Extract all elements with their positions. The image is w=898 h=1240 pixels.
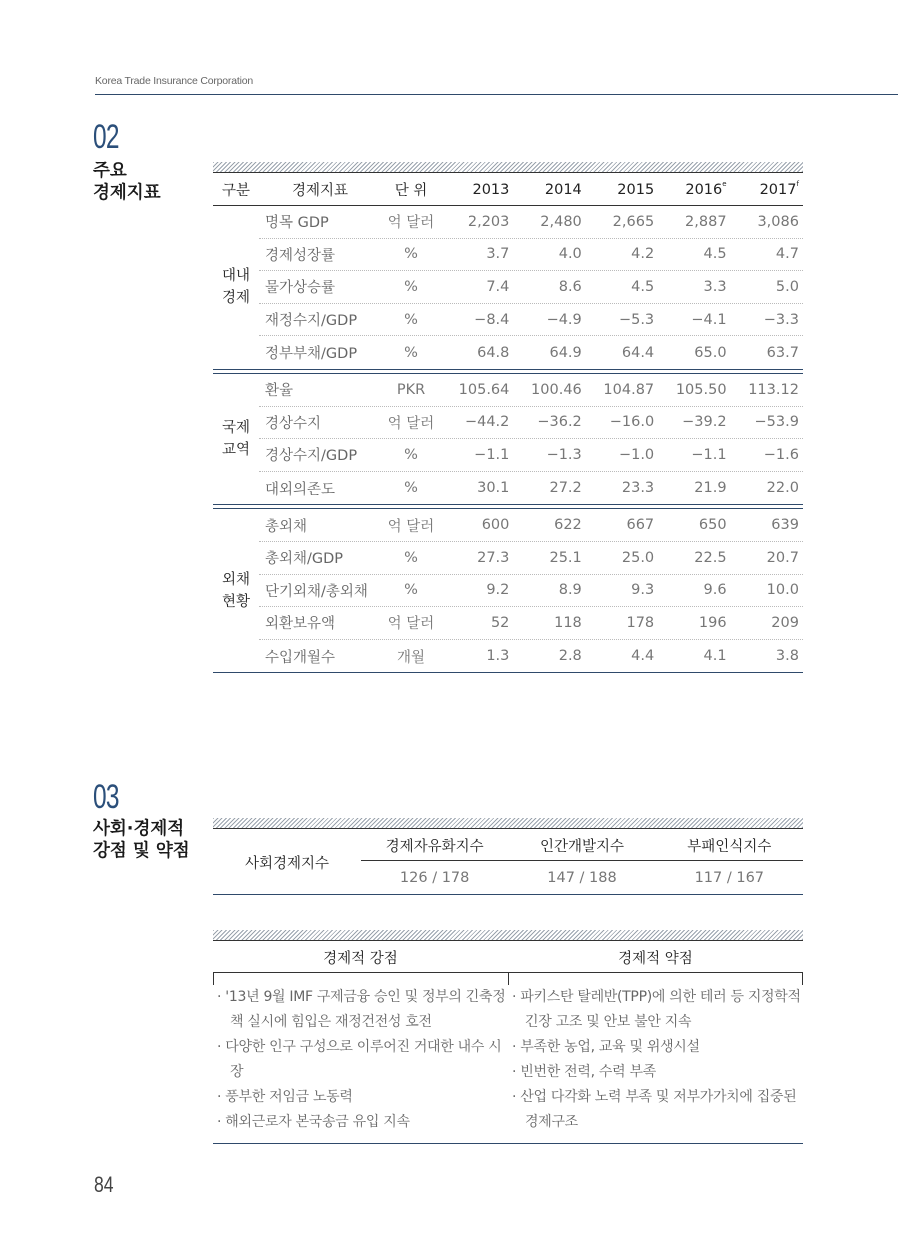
indicator-value: 622 [554,517,582,534]
indicator-value: 2,203 [467,213,510,230]
table-body [213,206,803,673]
indicator-unit: 억 달러 [387,616,435,633]
header-group: 구분 [221,183,250,199]
strengths-header: 경제적 강점 [323,951,398,967]
table-row [259,374,803,407]
table-hatch-bar [213,162,803,173]
indicator-value: −53.9 [754,414,799,431]
indicator-value: 25.0 [621,549,655,566]
indicator-value: 4.1 [703,648,727,665]
indicator-value: 10.0 [766,582,799,599]
indicator-value: 4.4 [631,648,655,665]
table-row [259,271,803,304]
indicator-value: 22.0 [766,480,799,497]
indicator-value: 63.7 [766,344,799,361]
weakness-item: · 부족한 농업, 교육 및 위생시설 [512,1039,700,1055]
index-value: 117 / 167 [694,869,765,886]
strength-item: · 풍부한 저임금 노동력 [217,1089,353,1105]
indicator-unit: % [404,480,418,497]
indicator-name: 수입개월수 [265,649,336,666]
table-row [259,607,803,640]
table-row [259,509,803,542]
indicator-value: −44.2 [464,414,510,431]
indicator-value: 196 [698,614,727,631]
weakness-item: · 빈번한 전력, 수력 부족 [512,1064,656,1080]
table-row [259,304,803,337]
table-group [213,206,803,370]
indicator-value: −39.2 [682,414,727,431]
indicator-value: 4.0 [558,246,582,263]
index-header: 경제자유화지수 [361,830,508,861]
header-year: 2013 [472,181,510,198]
indicator-value: 3.3 [703,278,727,295]
indicator-value: −4.1 [691,311,727,328]
indicator-name: 대외의존도 [265,481,336,498]
indicator-value: 600 [481,517,510,534]
indicator-value: 20.7 [766,549,799,566]
indicator-value: 4.5 [703,246,727,263]
indicator-name: 환율 [265,383,294,400]
header-unit: 단 위 [394,183,428,199]
strengths-list [213,973,508,1143]
indicator-name: 경상수지/GDP [265,448,358,465]
indicator-value: 5.0 [775,278,799,295]
index-value: 126 / 178 [399,869,470,886]
indicator-value: 4.5 [631,278,655,295]
header-indicator: 경제지표 [291,183,349,199]
index-header: 부패인식지수 [656,830,803,861]
indicator-unit: % [404,549,418,566]
indicator-value: −1.3 [546,446,582,463]
indicator-value: 22.5 [694,549,727,566]
indicator-unit: 억 달러 [387,415,435,432]
indicator-value: 4.2 [631,246,655,263]
indicator-value: 23.3 [621,480,655,497]
indicator-value: 178 [626,614,655,631]
indicator-name: 외환보유액 [265,616,336,633]
index-header: 인간개발지수 [508,830,655,861]
indicator-value: −1.1 [474,446,510,463]
table-row [259,336,803,369]
indicator-name: 총외채 [265,518,308,535]
table-row [259,542,803,575]
table-group [213,508,803,673]
weaknesses-header: 경제적 약점 [618,951,693,967]
indicator-value: 2,665 [612,213,655,230]
indicator-value: −8.4 [474,311,510,328]
indicator-value: 113.12 [748,381,799,398]
strengths-weaknesses-table [213,943,803,1144]
indicator-value: 2,480 [540,213,582,230]
section-3-title: 사회·경제적 강점 및 약점 [93,819,190,861]
indicator-value: 4.7 [775,246,799,263]
table-row [259,575,803,608]
indicator-value: 64.4 [621,344,655,361]
table-row [259,640,803,673]
header-year: 2016e [685,179,727,198]
indicator-value: 7.4 [486,278,510,295]
indicator-unit: 개월 [396,649,425,666]
indicator-value: −3.3 [763,311,799,328]
indicator-value: 3.7 [486,246,510,263]
indicator-unit: % [404,582,418,599]
social-index-label: 사회경제지수 [244,855,330,872]
indicator-value: −36.2 [537,414,582,431]
indicator-unit: PKR [396,381,426,398]
indicator-value: −1.0 [618,446,655,463]
weakness-item: · 산업 다각화 노력 부족 및 저부가가치에 집중된 경제구조 [512,1089,797,1130]
section-3-number: 03 [93,778,119,816]
indicator-value: 27.2 [549,480,582,497]
indicator-value: 27.3 [477,549,510,566]
indicator-value: 100.46 [531,381,582,398]
indicator-value: 9.3 [631,582,655,599]
header-year: 2014 [544,181,582,198]
indicator-unit: % [404,278,418,295]
table-row [259,407,803,440]
indicator-name: 단기외채/총외채 [265,583,368,600]
indicator-value: −4.9 [546,311,582,328]
indicator-value: 3,086 [757,213,799,230]
indicator-value: 639 [771,517,799,534]
header-rule [95,94,898,95]
table-row [259,206,803,239]
indicator-value: −1.6 [763,446,799,463]
indicator-value: 52 [490,614,510,631]
table-row [259,239,803,272]
page-number: 84 [94,1172,114,1197]
section-2-number: 02 [93,118,119,156]
indicator-value: 2,887 [685,213,727,230]
running-header: Korea Trade Insurance Corporation [95,75,253,87]
indicator-value: 667 [626,517,655,534]
indicator-name: 재정수지/GDP [265,313,358,330]
indicator-name: 명목 GDP [265,215,329,232]
indicator-unit: 억 달러 [387,518,435,535]
indicator-name: 정부부채/GDP [265,346,358,363]
strength-item: · '13년 9월 IMF 구제금융 승인 및 정부의 긴축정책 실시에 힘입은 재정건전성 호전 [217,989,506,1030]
indicator-value: 118 [554,614,582,631]
indicator-value: 105.64 [458,381,510,398]
indicator-unit: % [404,311,418,328]
indicator-value: 9.6 [703,582,727,599]
section-2-title: 주요 경제지표 [93,161,161,203]
economic-indicators-table [213,174,803,673]
strength-item: · 해외근로자 본국송금 유입 지속 [217,1114,410,1130]
indicator-value: 104.87 [603,381,655,398]
group-label: 외채 현황 [221,571,250,610]
indicator-value: 21.9 [694,480,727,497]
header-year: 2017$^f$ [759,179,799,198]
weaknesses-list [508,973,803,1143]
indicator-value: 8.9 [558,582,582,599]
indicator-value: 2.8 [558,648,582,665]
indicator-unit: 억 달러 [387,215,435,232]
table-hatch-bar [213,818,803,829]
table-row [259,439,803,472]
weakness-item: · 파키스탄 탈레반(TPP)에 의한 테러 등 지정학적 긴장 고조 및 안보 불안 지속 [512,989,801,1030]
indicator-value: 9.2 [486,582,510,599]
indicator-value: 3.8 [775,648,799,665]
indicator-value: 64.8 [477,344,510,361]
indicator-value: 65.0 [694,344,727,361]
indicator-unit: % [404,246,418,263]
indicator-value: 1.3 [486,648,510,665]
strength-item: · 다양한 인구 구성으로 이루어진 거대한 내수 시장 [217,1039,502,1080]
indicator-name: 총외채/GDP [265,551,344,568]
indicator-unit: % [404,446,418,463]
indicator-value: 30.1 [477,480,510,497]
indicator-value: 8.6 [558,278,582,295]
indicator-unit: % [404,344,418,361]
header-year: 2015 [617,181,655,198]
table-hatch-bar [213,930,803,941]
indicator-value: 25.1 [549,549,582,566]
table-group [213,373,803,505]
indicator-value: 64.9 [549,344,582,361]
indicator-value: −5.3 [618,311,655,328]
table-header-row [213,174,803,206]
indicator-name: 경제성장률 [265,247,336,264]
social-index-table [213,830,803,895]
indicator-name: 경상수지 [265,415,322,432]
index-value: 147 / 188 [547,869,617,886]
group-label: 국제 교역 [221,420,250,459]
indicator-value: 209 [771,614,799,631]
indicator-value: 105.50 [675,381,727,398]
indicator-value: −1.1 [691,446,727,463]
indicator-value: 650 [698,517,727,534]
indicator-name: 물가상승률 [265,280,336,297]
table-row [259,472,803,505]
group-label: 대내 경제 [221,268,250,307]
indicator-value: −16.0 [609,414,655,431]
